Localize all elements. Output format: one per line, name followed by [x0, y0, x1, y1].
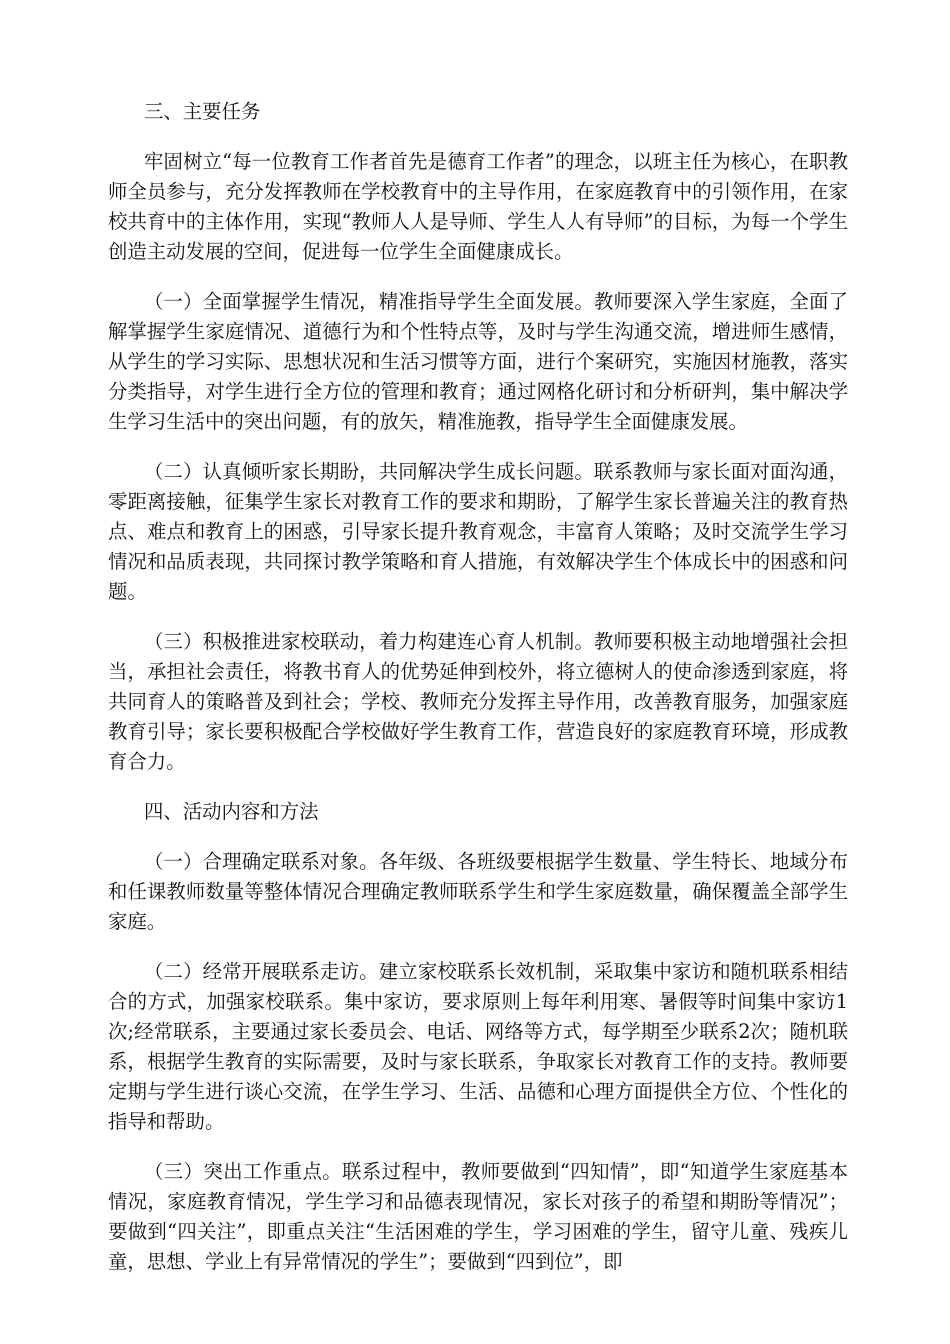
- section-3-heading: 三、主要任务: [144, 100, 261, 123]
- section-4-item-2-paragraph: （二）经常开展联系走访。建立家校联系长效机制，采取集中家访和随机联系相结合的方式，加强家校联系。集中家访，要求原则上每年利用寒、暑假等时间集中家访1次;经常联系，主要通过家长委员会、电话、网络等方式，每学期至少联系2次；随机联系，根据学生教育的实际需要，及时与家长联系，争取家长对教育工作的支持。教师要定期与学生进行谈心交流，在学生学习、生活、品德和心理方面提供全方位、个性化的指导和帮助。: [108, 960, 848, 1133]
- section-4-heading: 四、活动内容和方法: [144, 800, 319, 823]
- section-3-intro-paragraph: 牢固树立“每一位教育工作者首先是德育工作者”的理念，以班主任为核心，在职教师全员参与，充分发挥教师在学校教育中的主导作用，在家庭教育中的引领作用，在家校共育中的主体作用，实现“教师人人是导师、学生人人有导师”的目标，为每一个学生创造主动发展的空间，促进每一位学生全面健康成长。: [108, 150, 848, 263]
- section-3-item-1-paragraph: （一）全面掌握学生情况，精准指导学生全面发展。教师要深入学生家庭，全面了解掌握学生家庭情况、道德行为和个性特点等，及时与学生沟通交流，增进师生感情，从学生的学习实际、思想状况和生活习惯等方面，进行个案研究，实施因材施教，落实分类指导，对学生进行全方位的管理和教育；通过网格化研讨和分析研判，集中解决学生学习生活中的突出问题，有的放矢，精准施教，指导学生全面健康发展。: [108, 290, 848, 433]
- section-4-item-1-paragraph: （一）合理确定联系对象。各年级、各班级要根据学生数量、学生特长、地域分布和任课教师数量等整体情况合理确定教师联系学生和学生家庭数量，确保覆盖全部学生家庭。: [108, 850, 848, 933]
- section-3-item-2-paragraph: （二）认真倾听家长期盼，共同解决学生成长问题。联系教师与家长面对面沟通，零距离接触，征集学生家长对教育工作的要求和期盼，了解学生家长普遍关注的教育热点、难点和教育上的困惑，引导家长提升教育观念，丰富育人策略；及时交流学生学习情况和品质表现，共同探讨教学策略和育人措施，有效解决学生个体成长中的困惑和问题。: [108, 460, 848, 603]
- document-body: [108, 97, 848, 1277]
- section-3-item-3-paragraph: （三）积极推进家校联动，着力构建连心育人机制。教师要积极主动地增强社会担当，承担社会责任，将教书育人的优势延伸到校外，将立德树人的使命渗透到家庭，将共同育人的策略普及到社会；学校、教师充分发挥主导作用，改善教育服务，加强家庭教育引导；家长要积极配合学校做好学生教育工作，营造良好的家庭教育环境，形成教育合力。: [108, 630, 848, 773]
- section-4-item-3-paragraph: （三）突出工作重点。联系过程中，教师要做到“四知情”，即“知道学生家庭基本情况，家庭教育情况，学生学习和品德表现情况，家长对孩子的希望和期盼等情况”；要做到“四关注”，即重点关注“生活困难的学生，学习困难的学生，留守儿童、残疾儿童，思想、学业上有异常情况的学生”；要做到“四到位”，即: [108, 1160, 848, 1273]
